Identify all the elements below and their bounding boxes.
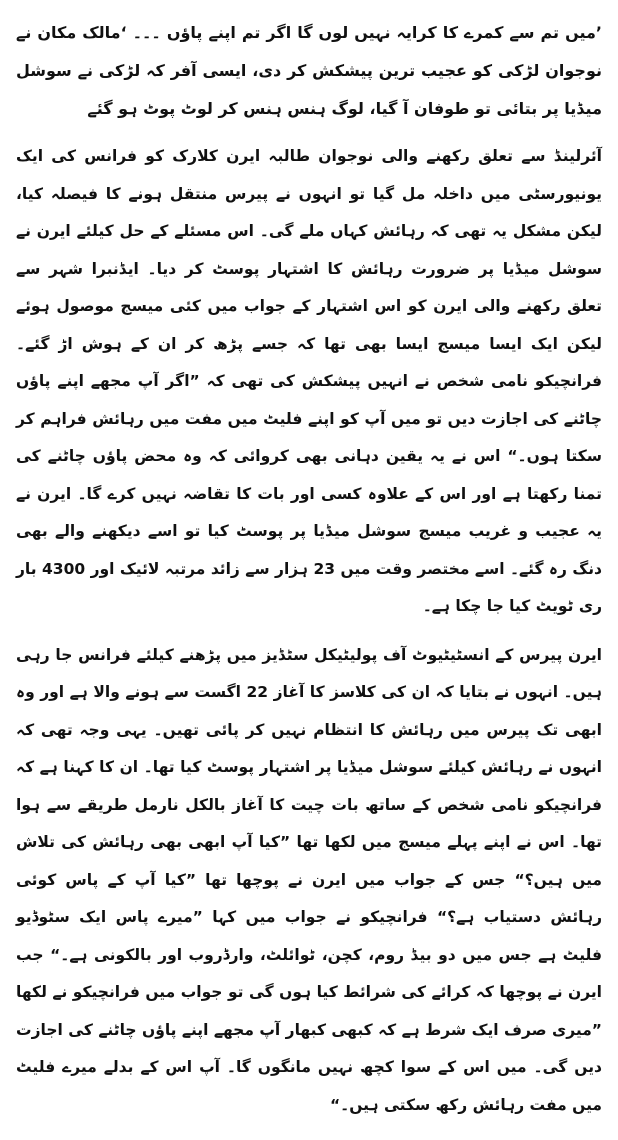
article-paragraph-1: آئرلینڈ سے تعلق رکھنے والی نوجوان طالبہ ایرن کلارک کو فرانس کی ایک یونیورسٹی میں داخلہ مل گیا تو انہوں نے پیرس منتقل ہونے کا فیصلہ کیا، لیکن مشکل یہ تھی کہ رہائش کہاں ملے گی۔ اس مسئلے کے حل کیلئے ایرن نے سوشل میڈیا پر ضرورت رہائش کا اشتہار پوسٹ کر دیا۔ ایڈنبرا شہر سے تعلق رکھنے والی ایرن کو اس اشتہار کے جواب میں کئی میسج موصول ہوئے لیکن ایک ایسا میسج ایسا بھی تھا کہ جسے پڑھ کر ان کے ہوش اڑ گئے۔ فرانچیکو نامی شخص نے انہیں پیشکش کی تھی کہ ”اگر آپ مجھے اپنے پاؤں چاٹنے کی اجازت دیں تو میں آپ کو اپنے فلیٹ میں مفت میں رہائش فراہم کر سکتا ہوں۔“ اس نے یہ یقین دہانی بھی کروائی کہ وہ محض پاؤں چاٹنے کی تمنا رکھتا ہے اور اس کے علاوہ کسی اور بات کا تقاضہ نہیں کرے گا۔ ایرن نے یہ عجیب و غریب میسج سوشل میڈیا پر پوسٹ کیا تو اسے دیکھنے والے بھی دنگ رہ گئے۔ اسے مختصر وقت میں 23 ہزار سے زائد مرتبہ لائیک اور 4300 بار ری ٹویٹ کیا جا چکا ہے۔	[16, 147, 602, 615]
article-paragraph-2: ایرن پیرس کے انسٹیٹیوٹ آف پولیٹیکل سٹڈیز میں پڑھنے کیلئے فرانس جا رہی ہیں۔ انہوں نے بتایا کہ ان کی کلاسز کا آغاز 22 اگست سے ہونے والا ہے اور وہ ابھی تک پیرس میں رہائش کا انتظام نہیں کر پائی تھیں۔ یہی وجہ تھی کہ انہوں نے رہائش کیلئے سوشل میڈیا پر اشتہار پوسٹ کیا تھا۔ ان کا کہنا ہے کہ فرانچیکو نامی شخص کے ساتھ بات چیت کا آغاز بالکل نارمل طریقے سے ہوا تھا۔ اس نے اپنے پہلے میسج میں لکھا تھا ”کیا آپ ابھی بھی رہائش کی تلاش میں ہیں؟“ جس کے جواب میں ایرن نے پوچھا تھا ”کیا آپ کے پاس کوئی رہائش دستیاب ہے؟“ فرانچیکو نے جواب میں کہا ”میرے پاس ایک سٹوڈیو فلیٹ ہے جس میں دو بیڈ روم، کچن، ٹوائلٹ، وارڈروب اور بالکونی ہے۔“ جب ایرن نے پوچھا کہ کرائے کی شرائط کیا ہوں گی تو جواب میں فرانچیکو نے لکھا ”میری صرف ایک شرط ہے کہ کبھی کبھار آپ مجھے اپنے پاؤں چاٹنے کی اجازت دیں گی۔ میں اس کے سوا کچھ نہیں مانگوں گا۔ آپ اس کے بدلے میرے فلیٹ میں مفت رہائش رکھ سکتی ہیں۔“	[16, 645, 602, 1114]
article-headline: ’میں تم سے کمرے کا کرایہ نہیں لوں گا اگر تم اپنے پاؤں ۔۔۔ ‘مالک مکان نے نوجوان لڑکی کو عجیب ترین پیشکش کر دی، ایسی آفر کہ لڑکی نے سوشل میڈیا پر بتائی تو طوفان آ گیا، لوگ ہنس ہنس کر لوٹ پوٹ ہو گئے	[16, 23, 602, 118]
